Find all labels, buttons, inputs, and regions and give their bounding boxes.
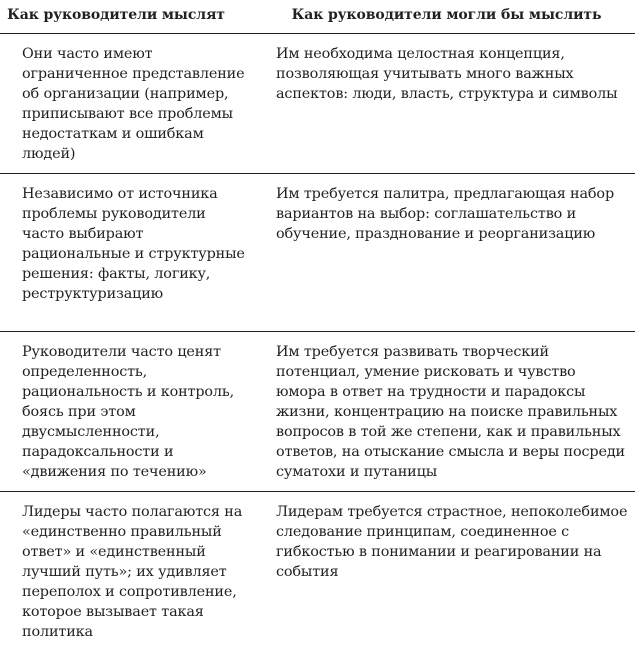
- cell-right: Им требуется развивать творческий потенциал, умение рисковать и чувство юмора в ответ на трудности и парадоксы жизни, концентрацию на поиске правильных вопросов в той же степени, как и правильных ответов, на отыскание смысла и веры посреди суматохи и путаницы: [258, 332, 635, 492]
- table-row: [0, 34, 635, 174]
- cell-left: Независимо от источника проблемы руководители часто выбирают рациональные и структурные решения: факты, логику, реструктуризацию: [0, 174, 258, 332]
- cell-left: Они часто имеют ограниченное представление об организации (например, приписывают все проблемы недостаткам и ошибкам людей): [0, 34, 258, 174]
- cell-left: Руководители часто ценят определенность, рациональность и контроль, боясь при этом двусмысленности, парадоксальности и «движения по течению»: [0, 332, 258, 492]
- header-how-leaders-think: Как руководители мыслят: [0, 0, 258, 34]
- header-row: [0, 0, 635, 34]
- table-row: [0, 332, 635, 492]
- cell-left: Лидеры часто полагаются на «единственно правильный ответ» и «единственный лучший путь»; их удивляет переполох и сопротивление, которое вызывает такая политика: [0, 492, 258, 651]
- table-row: [0, 492, 635, 651]
- table-header: [0, 0, 635, 34]
- cell-right: Лидерам требуется страстное, непоколебимое следование принципам, соединенное с гибкостью в понимании и реагировании на события: [258, 492, 635, 651]
- cell-right: Им требуется палитра, предлагающая набор вариантов на выбор: соглашательство и обучение, празднование и реорганизацию: [258, 174, 635, 332]
- table-body: [0, 34, 635, 651]
- table-row: [0, 174, 635, 332]
- cell-right: Им необходима целостная концепция, позволяющая учитывать много важных аспектов: люди, власть, структура и символы: [258, 34, 635, 174]
- header-how-leaders-could-think: Как руководители могли бы мыслить: [258, 0, 635, 34]
